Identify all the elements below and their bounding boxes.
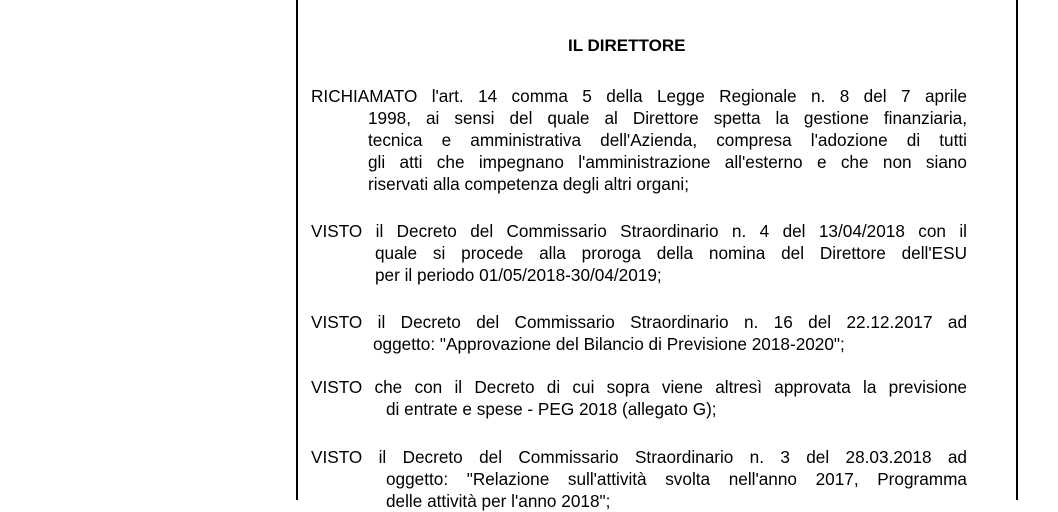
paragraph-richiamato xyxy=(311,85,967,195)
paragraph-line: VISTO che con il Decreto di cui sopra viene altresì approvata la previsione xyxy=(311,377,967,397)
paragraph-visto-decreto-4 xyxy=(311,220,967,286)
paragraph-line: VISTO il Decreto del Commissario Straordinario n. 16 del 22.12.2017 ad xyxy=(311,312,967,332)
right-border-line xyxy=(1016,0,1018,500)
paragraph-line: tecnica e amministrativa dell'Azienda, compresa l'adozione di tutti xyxy=(368,130,967,150)
paragraph-line: RICHIAMATO l'art. 14 comma 5 della Legge Regionale n. 8 del 7 aprile xyxy=(311,86,967,106)
paragraph-line: delle attività per l'anno 2018"; xyxy=(386,491,611,511)
paragraph-line: di entrate e spese - PEG 2018 (allegato G); xyxy=(386,399,717,419)
paragraph-line: per il periodo 01/05/2018-30/04/2019; xyxy=(375,265,662,285)
paragraph-visto-decreto-3 xyxy=(311,446,967,512)
paragraph-line: oggetto: "Approvazione del Bilancio di Previsione 2018-2020"; xyxy=(373,334,845,354)
left-border-line xyxy=(296,0,298,500)
paragraph-line: quale si procede alla proroga della nomina del Direttore dell'ESU xyxy=(375,243,967,263)
paragraph-line: VISTO il Decreto del Commissario Straordinario n. 4 del 13/04/2018 con il xyxy=(311,221,967,241)
paragraph-visto-peg xyxy=(311,376,967,420)
paragraph-line: gli atti che impegnano l'amministrazione all'esterno e che non siano xyxy=(368,152,967,172)
paragraph-visto-decreto-16 xyxy=(311,311,967,355)
document-title: IL DIRETTORE xyxy=(568,36,686,55)
paragraph-line: VISTO il Decreto del Commissario Straordinario n. 3 del 28.03.2018 ad xyxy=(311,447,967,467)
paragraph-line: 1998, ai sensi del quale al Direttore spetta la gestione finanziaria, xyxy=(368,108,967,128)
paragraph-line: oggetto: "Relazione sull'attività svolta nell'anno 2017, Programma xyxy=(386,469,967,489)
paragraph-line: riservati alla competenza degli altri organi; xyxy=(368,174,689,194)
